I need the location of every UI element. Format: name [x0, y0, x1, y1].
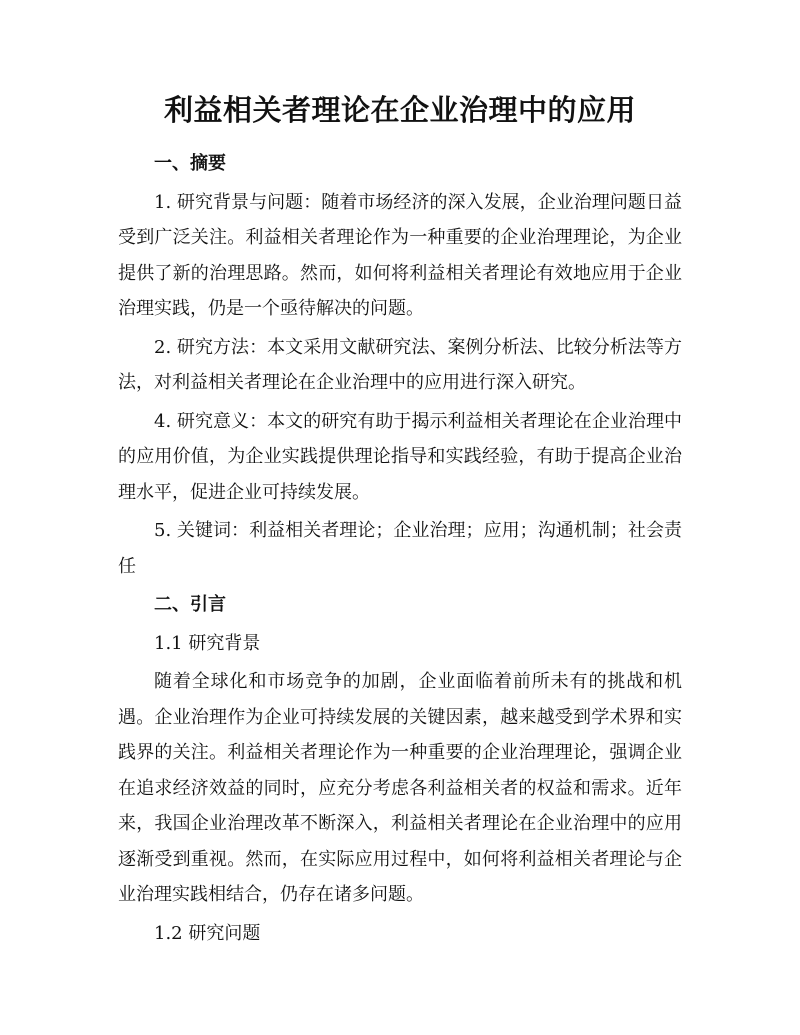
background-paragraph: 随着全球化和市场竞争的加剧，企业面临着前所未有的挑战和机遇。企业治理作为企业可持续发展的关键因素，越来越受到学术界和实践界的关注。利益相关者理论作为一种重要的企业治理理论，强调企业在追求经济效益的同时，应充分考虑各利益相关者的权益和需求。近年来，我国企业治理改革不断深入，利益相关者理论在企业治理中的应用逐渐受到重视。然而，在实际应用过程中，如何将利益相关者理论与企业治理实践相结合，仍存在诸多问题。 [118, 671, 682, 905]
subsection-title-background: 1.1 研究背景 [154, 632, 261, 654]
abstract-item-method: 2. 研究方法：本文采用文献研究法、案例分析法、比较分析法等方法，对利益相关者理论在企业治理中的应用进行深入研究。 [118, 336, 682, 393]
document-body [118, 146, 682, 954]
abstract-heading: 一、摘要 [154, 153, 226, 174]
abstract-item-background: 1. 研究背景与问题：随着市场经济的深入发展，企业治理问题日益受到广泛关注。利益相关者理论作为一种重要的企业治理理论，为企业提供了新的治理思路。然而，如何将利益相关者理论有效地应用于企业治理实践，仍是一个亟待解决的问题。 [118, 191, 682, 319]
document-title: 利益相关者理论在企业治理中的应用 [163, 93, 636, 127]
intro-heading: 二、引言 [154, 594, 226, 615]
subsection-title-problem: 1.2 研究问题 [154, 922, 261, 944]
abstract-item-significance: 4. 研究意义：本文的研究有助于揭示利益相关者理论在企业治理中的应用价值，为企业实践提供理论指导和实践经验，有助于提高企业治理水平，促进企业可持续发展。 [118, 410, 682, 503]
abstract-item-keywords: 5. 关键词：利益相关者理论；企业治理；应用；沟通机制；社会责任 [118, 520, 682, 577]
